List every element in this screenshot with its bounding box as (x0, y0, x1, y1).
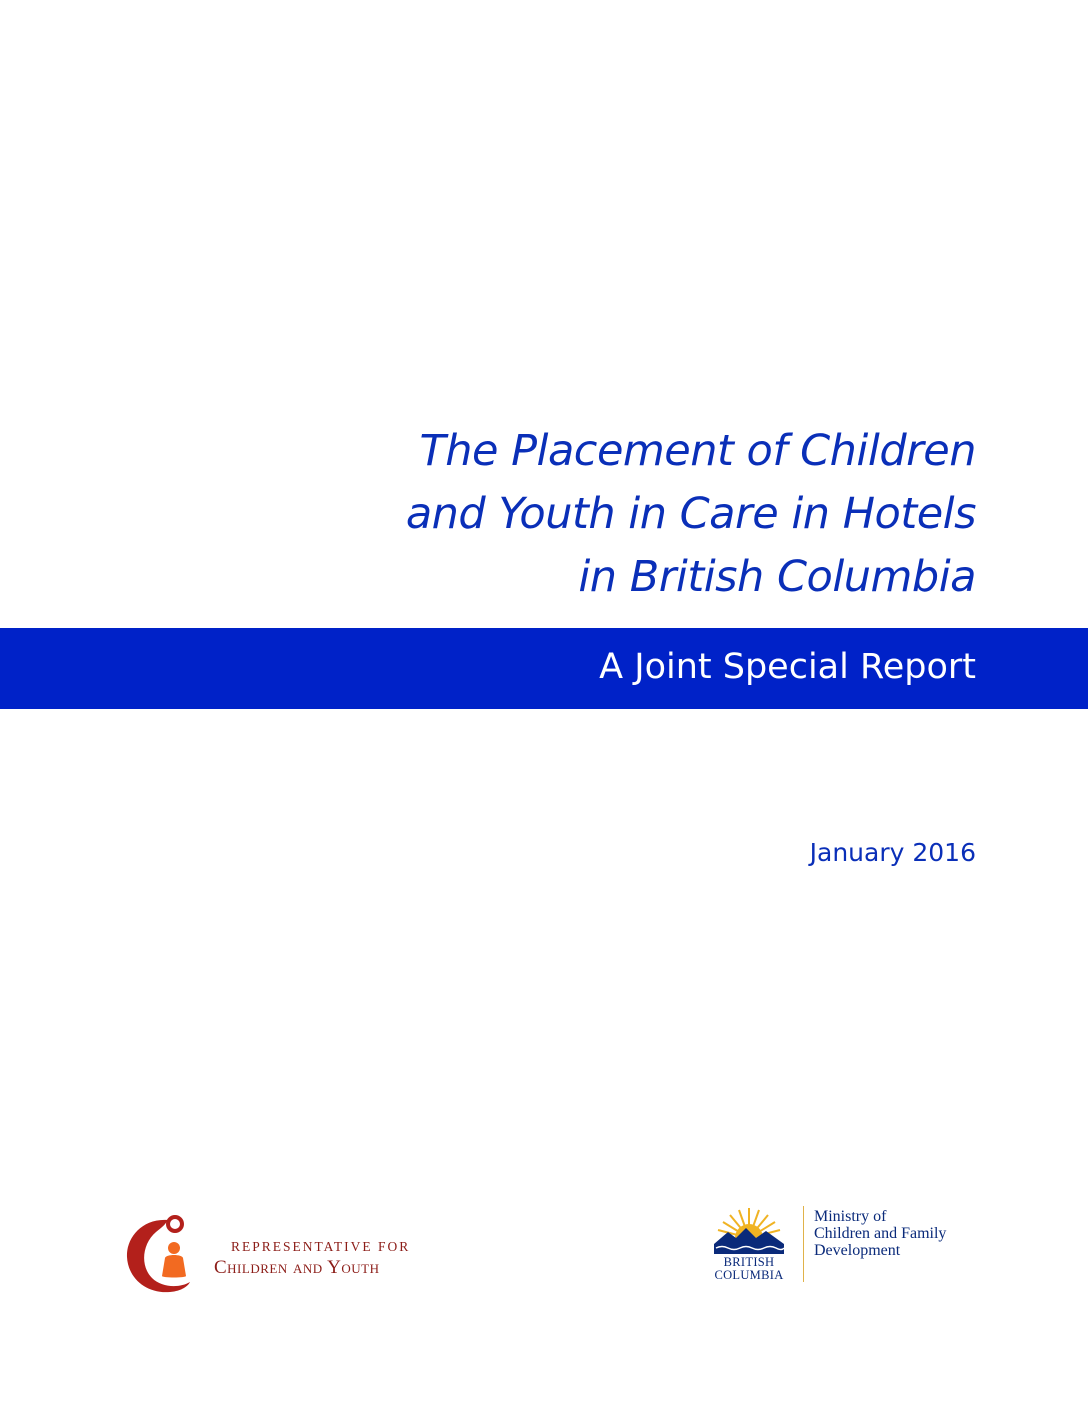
bc-logo-divider (803, 1206, 804, 1282)
subtitle-band (0, 628, 1088, 709)
ministry-line-2: Children and Family (814, 1225, 947, 1242)
bc-ministry-logo (704, 1204, 974, 1294)
ministry-name (814, 1208, 946, 1259)
rcy-line-1: REPRESENTATIVE FOR (231, 1239, 411, 1254)
report-subtitle: A Joint Special Report (599, 647, 976, 687)
bc-wordmark-line-2: COLUMBIA (714, 1268, 784, 1282)
bc-wordmark-line-1: BRITISH (723, 1255, 775, 1269)
rcy-wordmark (214, 1238, 410, 1280)
ministry-line-1: Ministry of (814, 1208, 887, 1225)
ministry-line-3: Development (814, 1242, 901, 1259)
report-title (216, 420, 976, 609)
title-line-2: and Youth in Care in Hotels (405, 489, 976, 539)
title-line-3: in British Columbia (578, 552, 976, 602)
rcy-emblem-icon (124, 1212, 206, 1296)
title-line-1: The Placement of Children (419, 426, 976, 476)
rcy-logo (124, 1212, 464, 1296)
rcy-line-2: Children and Youth (214, 1257, 380, 1278)
report-date: January 2016 (809, 838, 976, 867)
bc-wordmark (704, 1256, 794, 1282)
bc-sun-mountains-icon (710, 1204, 788, 1256)
